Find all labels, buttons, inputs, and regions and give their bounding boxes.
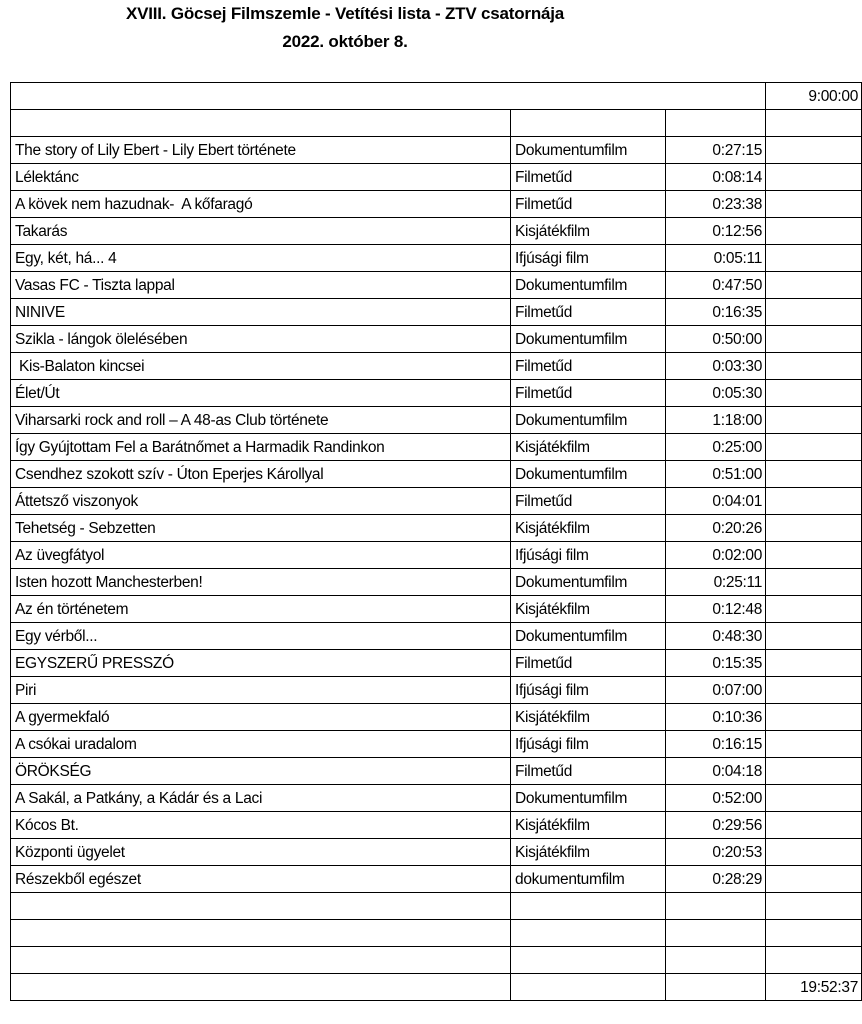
film-duration-cell[interactable]: 0:12:48 [666,596,766,623]
film-duration-cell[interactable]: 0:25:00 [666,434,766,461]
film-duration-cell[interactable]: 0:23:38 [666,191,766,218]
film-row [11,569,862,596]
film-genre-cell[interactable]: Filmetűd [511,758,666,785]
empty-row [11,947,862,974]
film-start-cell[interactable] [766,596,862,623]
film-duration-cell[interactable]: 1:18:00 [666,407,766,434]
film-duration-cell[interactable]: 0:05:30 [666,380,766,407]
film-genre-cell[interactable]: Filmetűd [511,191,666,218]
film-start-cell[interactable] [766,218,862,245]
film-start-cell[interactable] [766,434,862,461]
film-duration-cell[interactable]: 0:04:01 [666,488,766,515]
film-row [11,326,862,353]
film-genre-cell[interactable]: Filmetűd [511,353,666,380]
film-start-cell[interactable] [766,488,862,515]
end-time-cell[interactable]: 19:52:37 [766,974,862,1001]
film-row [11,623,862,650]
film-genre-cell[interactable]: Dokumentumfilm [511,137,666,164]
film-title-cell[interactable]: Az üvegfátyol [11,542,511,569]
empty-cell[interactable] [511,920,666,947]
film-title-cell[interactable]: Részekből egészet [11,866,511,893]
film-row [11,677,862,704]
empty-cell[interactable] [766,110,862,137]
film-row [11,218,862,245]
film-start-cell[interactable] [766,326,862,353]
empty-cell[interactable] [766,920,862,947]
film-start-cell[interactable] [766,731,862,758]
film-genre-cell[interactable]: Dokumentumfilm [511,407,666,434]
empty-cell[interactable] [511,974,666,1001]
film-duration-cell[interactable]: 0:52:00 [666,785,766,812]
film-duration-cell[interactable]: 0:28:29 [666,866,766,893]
empty-cell[interactable] [511,893,666,920]
film-genre-cell[interactable]: Dokumentumfilm [511,623,666,650]
film-title-cell[interactable]: Lélektánc [11,164,511,191]
film-row [11,488,862,515]
film-duration-cell[interactable]: 0:47:50 [666,272,766,299]
film-genre-cell[interactable]: Kisjátékfilm [511,839,666,866]
film-start-cell[interactable] [766,650,862,677]
film-row [11,272,862,299]
film-title-cell[interactable]: A csókai uradalom [11,731,511,758]
film-start-cell[interactable] [766,191,862,218]
film-row [11,650,862,677]
film-start-cell[interactable] [766,245,862,272]
film-row [11,434,862,461]
film-start-cell[interactable] [766,299,862,326]
empty-cell[interactable] [666,920,766,947]
film-row [11,353,862,380]
film-genre-cell[interactable]: Dokumentumfilm [511,461,666,488]
film-start-cell[interactable] [766,461,862,488]
film-title-cell[interactable]: Egy vérből... [11,623,511,650]
film-duration-cell[interactable]: 0:04:18 [666,758,766,785]
film-start-cell[interactable] [766,758,862,785]
film-genre-cell[interactable]: Ifjúsági film [511,245,666,272]
empty-cell[interactable] [11,920,511,947]
film-start-cell[interactable] [766,380,862,407]
film-row [11,164,862,191]
film-genre-cell[interactable]: Filmetűd [511,299,666,326]
film-genre-cell[interactable]: Dokumentumfilm [511,569,666,596]
film-genre-cell[interactable]: Kisjátékfilm [511,596,666,623]
film-genre-cell[interactable]: Kisjátékfilm [511,704,666,731]
film-duration-cell[interactable]: 0:25:11 [666,569,766,596]
film-duration-cell[interactable]: 0:51:00 [666,461,766,488]
film-duration-cell[interactable]: 0:15:35 [666,650,766,677]
film-genre-cell[interactable]: Kisjátékfilm [511,434,666,461]
schedule-body [11,83,862,1001]
film-start-cell[interactable] [766,812,862,839]
film-start-cell[interactable] [766,137,862,164]
empty-row [11,893,862,920]
film-title-cell[interactable]: The story of Lily Ebert - Lily Ebert története [11,137,511,164]
film-row [11,596,862,623]
empty-cell[interactable] [666,893,766,920]
film-duration-cell[interactable]: 0:48:30 [666,623,766,650]
start-time-row [11,83,862,110]
empty-cell[interactable] [766,947,862,974]
film-duration-cell[interactable]: 0:20:53 [666,839,766,866]
film-title-cell[interactable]: ÖRÖKSÉG [11,758,511,785]
film-start-cell[interactable] [766,164,862,191]
film-start-cell[interactable] [766,407,862,434]
film-genre-cell[interactable]: Filmetűd [511,164,666,191]
film-row [11,731,862,758]
film-duration-cell[interactable]: 0:12:56 [666,218,766,245]
film-start-cell[interactable] [766,353,862,380]
film-title-cell[interactable]: Az én történetem [11,596,511,623]
film-row [11,866,862,893]
film-duration-cell[interactable]: 0:07:00 [666,677,766,704]
film-title-cell[interactable]: Viharsarki rock and roll – A 48-as Club története [11,407,511,434]
film-duration-cell[interactable]: 0:16:35 [666,299,766,326]
film-row [11,461,862,488]
film-title-cell[interactable]: Kis-Balaton kincsei [11,353,511,380]
film-genre-cell[interactable]: Filmetűd [511,650,666,677]
film-genre-cell[interactable]: Filmetűd [511,488,666,515]
film-duration-cell[interactable]: 0:03:30 [666,353,766,380]
film-title-cell[interactable]: Piri [11,677,511,704]
film-title-cell[interactable]: Áttetsző viszonyok [11,488,511,515]
film-genre-cell[interactable]: Ifjúsági film [511,542,666,569]
film-start-cell[interactable] [766,839,862,866]
film-start-cell[interactable] [766,515,862,542]
film-title-cell[interactable]: EGYSZERŰ PRESSZÓ [11,650,511,677]
film-genre-cell[interactable]: Kisjátékfilm [511,812,666,839]
film-genre-cell[interactable]: Ifjúsági film [511,731,666,758]
film-genre-cell[interactable]: Kisjátékfilm [511,515,666,542]
film-genre-cell[interactable]: Dokumentumfilm [511,785,666,812]
film-title-cell[interactable]: Tehetség - Sebzetten [11,515,511,542]
film-title-cell[interactable]: A kövek nem hazudnak- A kőfaragó [11,191,511,218]
film-start-cell[interactable] [766,704,862,731]
film-row [11,191,862,218]
film-title-cell[interactable]: A Sakál, a Patkány, a Kádár és a Laci [11,785,511,812]
film-title-cell[interactable]: Csendhez szokott szív - Úton Eperjes Károllyal [11,461,511,488]
film-title-cell[interactable]: Élet/Út [11,380,511,407]
film-duration-cell[interactable]: 0:20:26 [666,515,766,542]
film-genre-cell[interactable]: dokumentumfilm [511,866,666,893]
film-genre-cell[interactable]: Filmetűd [511,380,666,407]
empty-cell[interactable] [11,947,511,974]
empty-cell[interactable] [766,893,862,920]
film-title-cell[interactable]: Kócos Bt. [11,812,511,839]
document-title: XVIII. Göcsej Filmszemle - Vetítési lista - ZTV csatornája [125,4,565,23]
film-row [11,515,862,542]
film-title-cell[interactable]: Szikla - lángok ölelésében [11,326,511,353]
empty-cell[interactable] [511,947,666,974]
film-duration-cell[interactable]: 0:05:11 [666,245,766,272]
film-genre-cell[interactable]: Dokumentumfilm [511,326,666,353]
empty-cell[interactable] [11,974,511,1001]
film-row [11,137,862,164]
film-row [11,704,862,731]
film-start-cell[interactable] [766,623,862,650]
film-row [11,839,862,866]
film-row [11,758,862,785]
film-start-cell[interactable] [766,569,862,596]
film-row [11,785,862,812]
film-title-cell[interactable]: Vasas FC - Tiszta lappal [11,272,511,299]
empty-row [11,920,862,947]
empty-cell[interactable] [11,110,511,137]
film-duration-cell[interactable]: 0:29:56 [666,812,766,839]
film-title-cell[interactable]: Takarás [11,218,511,245]
film-row [11,542,862,569]
film-row [11,245,862,272]
end-time-row [11,974,862,1001]
film-start-cell[interactable] [766,866,862,893]
start-time-cell[interactable]: 9:00:00 [766,83,862,110]
film-row [11,380,862,407]
film-title-cell[interactable]: Isten hozott Manchesterben! [11,569,511,596]
film-genre-cell[interactable]: Dokumentumfilm [511,272,666,299]
film-start-cell[interactable] [766,542,862,569]
film-row [11,812,862,839]
film-duration-cell[interactable]: 0:16:15 [666,731,766,758]
film-title-cell[interactable]: NINIVE [11,299,511,326]
film-row [11,407,862,434]
film-duration-cell[interactable]: 0:27:15 [666,137,766,164]
empty-cell[interactable] [11,893,511,920]
document-date: 2022. október 8. [282,32,408,51]
film-title-cell[interactable]: A gyermekfaló [11,704,511,731]
film-title-cell[interactable]: Így Gyújtottam Fel a Barátnőmet a Harmadik Randinkon [11,434,511,461]
film-start-cell[interactable] [766,272,862,299]
film-duration-cell[interactable]: 0:10:36 [666,704,766,731]
film-start-cell[interactable] [766,677,862,704]
empty-cell[interactable] [666,947,766,974]
schedule-table [10,82,862,1001]
film-title-cell[interactable]: Egy, két, há... 4 [11,245,511,272]
film-genre-cell[interactable]: Ifjúsági film [511,677,666,704]
film-duration-cell[interactable]: 0:08:14 [666,164,766,191]
empty-cell[interactable] [666,974,766,1001]
film-start-cell[interactable] [766,785,862,812]
empty-cell[interactable] [666,110,766,137]
empty-row [11,110,862,137]
film-row [11,299,862,326]
film-genre-cell[interactable]: Kisjátékfilm [511,218,666,245]
film-title-cell[interactable]: Központi ügyelet [11,839,511,866]
film-duration-cell[interactable]: 0:02:00 [666,542,766,569]
film-duration-cell[interactable]: 0:50:00 [666,326,766,353]
empty-cell[interactable] [511,110,666,137]
start-time-label-cell[interactable] [11,83,766,110]
